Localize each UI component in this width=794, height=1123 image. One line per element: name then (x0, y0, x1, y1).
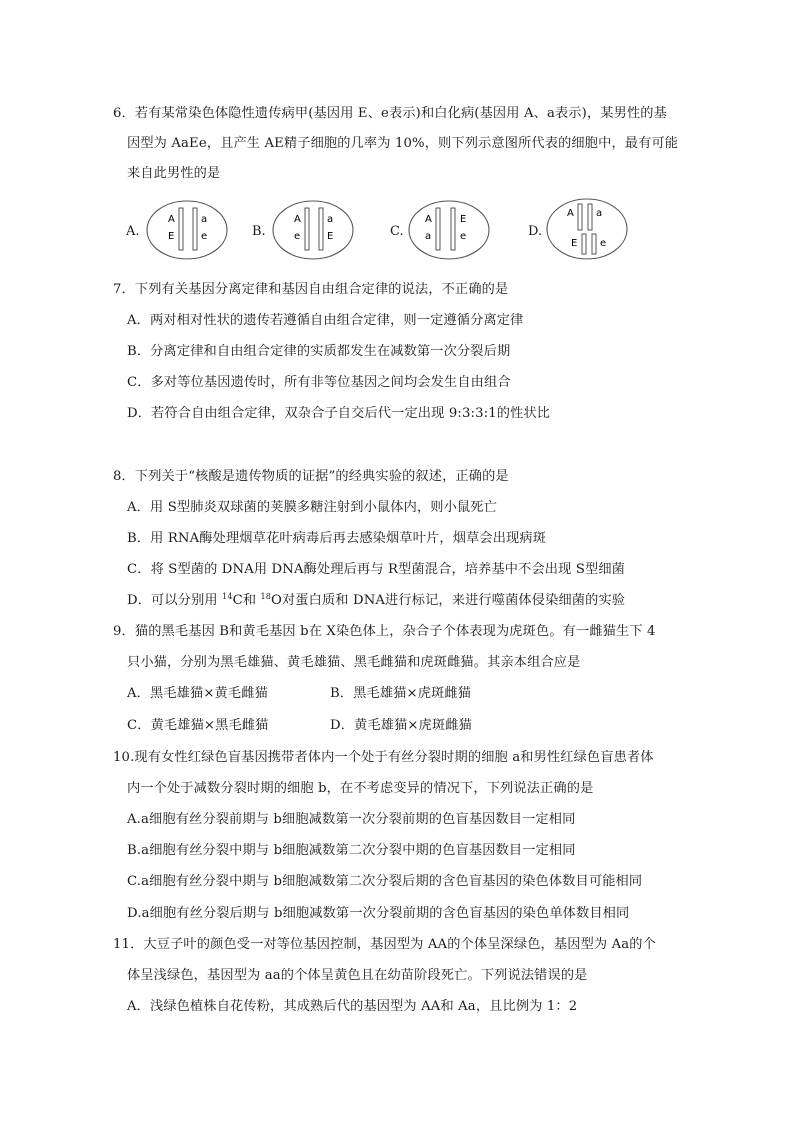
q7-option-c: C．多对等位基因遗传时，所有非等位基因之间均会发生自由组合 (127, 375, 511, 390)
q7-option-b: B．分离定律和自由组合定律的实质都发生在减数第一次分裂后期 (127, 344, 511, 359)
fig-c-label: C. (390, 224, 404, 239)
gene-label: A (425, 214, 432, 225)
q6-stem-line2: 因型为 AaEe，且产生 AE精子细胞的几率为 10%，则下列示意图所代表的细胞中，最有可能 (127, 136, 679, 151)
q8-option-a: A．用 S型肺炎双球菌的荚膜多糖注射到小鼠体内，则小鼠死亡 (127, 500, 497, 515)
q10-option-b: B.a细胞有丝分裂中期与 b细胞减数第二次分裂中期的色盲基因数目一定相同 (127, 843, 576, 858)
cell-diagram-d (544, 196, 630, 262)
q8-option-c: C．将 S型菌的 DNA用 DNA酶处理后再与 R型菌混合，培养基中不会出现 S型细菌 (127, 562, 626, 577)
q10-option-a: A.a细胞有丝分裂前期与 b细胞减数第一次分裂前期的色盲基因数目一定相同 (127, 812, 576, 827)
q6-stem-line3: 来自此男性的是 (127, 166, 221, 181)
gene-label: A (567, 208, 574, 219)
q7-option-a: A．两对相对性状的遗传若遵循自由组合定律，则一定遵循分离定律 (127, 313, 524, 328)
q9-option-c: C．黄毛雄猫×黑毛雌猫 (127, 718, 269, 733)
gene-label: a (425, 231, 432, 242)
q6-stem-line1: 6．若有某常染色体隐性遗传病甲(基因用 E、e表示)和白化病(基因用 A、a表示)，某男性的基 (113, 106, 667, 121)
gene-label: A (168, 214, 175, 225)
gene-label: E (168, 231, 175, 242)
q8-option-d (127, 591, 625, 611)
gene-label: E (460, 214, 467, 225)
q9-stem-line2: 只小猫，分别为黑毛雄猫、黄毛雄猫、黑毛雌猫和虎斑雌猫。其亲本组合应是 (127, 655, 581, 670)
q8-d-isotope-oxygen: 18 (260, 592, 271, 601)
q6-cell-figures (120, 196, 680, 276)
q10-stem-line1: 10.现有女性红绿色盲基因携带者体内一个处于有丝分裂时期的细胞 a和男性红绿色盲患者体 (113, 750, 654, 765)
cell-diagram-b (270, 198, 356, 262)
gene-label: E (571, 238, 578, 249)
q9-stem-line1: 9．猫的黑毛基因 B和黄毛基因 b在 X染色体上，杂合子个体表现为虎斑色。有一雌猫生下 4 (113, 624, 656, 639)
q10-option-d: D.a细胞有丝分裂后期与 b细胞减数第一次分裂前期的含色盲基因的染色单体数目相同 (127, 906, 630, 921)
gene-label: e (294, 231, 301, 242)
q9-option-a: A．黑毛雄猫×黄毛雌猫 (127, 686, 268, 701)
fig-b-label: B. (252, 224, 266, 239)
fig-d-label: D. (528, 224, 543, 239)
q8-stem: 8．下列关于“核酸是遗传物质的证据”的经典实验的叙述，正确的是 (113, 469, 509, 484)
gene-label: E (327, 231, 334, 242)
q8-d-prefix: D．可以分别用 (127, 593, 223, 608)
cell-diagram-c (406, 198, 492, 262)
q8-option-b: B．用 RNA酶处理烟草花叶病毒后再去感染烟草叶片，烟草会出现病斑 (127, 531, 547, 546)
cell-diagram-a (144, 198, 230, 262)
q9-option-b: B．黑毛雄猫×虎斑雌猫 (330, 686, 472, 701)
gene-label: e (460, 231, 467, 242)
gene-label: a (201, 214, 208, 225)
q8-d-isotope-carbon: 14 (222, 592, 233, 601)
gene-label: e (600, 238, 607, 249)
q8-d-suffix: O对蛋白质和 DNA进行标记，来进行噬菌体侵染细菌的实验 (270, 593, 626, 608)
gene-label: a (596, 208, 603, 219)
q10-option-c: C.a细胞有丝分裂中期与 b细胞减数第二次分裂后期的含色盲基因的染色体数目可能相同 (127, 874, 643, 889)
gene-label: A (294, 214, 301, 225)
q8-d-middle: C和 (232, 593, 261, 608)
q7-option-d: D．若符合自由组合定律，双杂合子自交后代一定出现 9:3:3:1的性状比 (127, 406, 551, 421)
q7-stem: 7．下列有关基因分离定律和基因自由组合定律的说法，不正确的是 (113, 282, 509, 297)
q11-stem-line1: 11．大豆子叶的颜色受一对等位基因控制，基因型为 AA的个体呈深绿色，基因型为 Aa的个 (113, 937, 656, 952)
q11-option-a: A．浅绿色植株自花传粉，其成熟后代的基因型为 AA和 Aa，且比例为 1：2 (127, 999, 578, 1014)
gene-label: e (201, 231, 208, 242)
fig-a-label: A. (126, 224, 140, 239)
q11-stem-line2: 体呈浅绿色，基因型为 aa的个体呈黄色且在幼苗阶段死亡。下列说法错误的是 (127, 968, 588, 983)
q10-stem-line2: 内一个处于减数分裂时期的细胞 b，在不考虑变异的情况下，下列说法正确的是 (127, 781, 594, 796)
gene-label: a (327, 214, 334, 225)
q9-option-d: D．黄毛雄猫×虎斑雌猫 (330, 718, 472, 733)
